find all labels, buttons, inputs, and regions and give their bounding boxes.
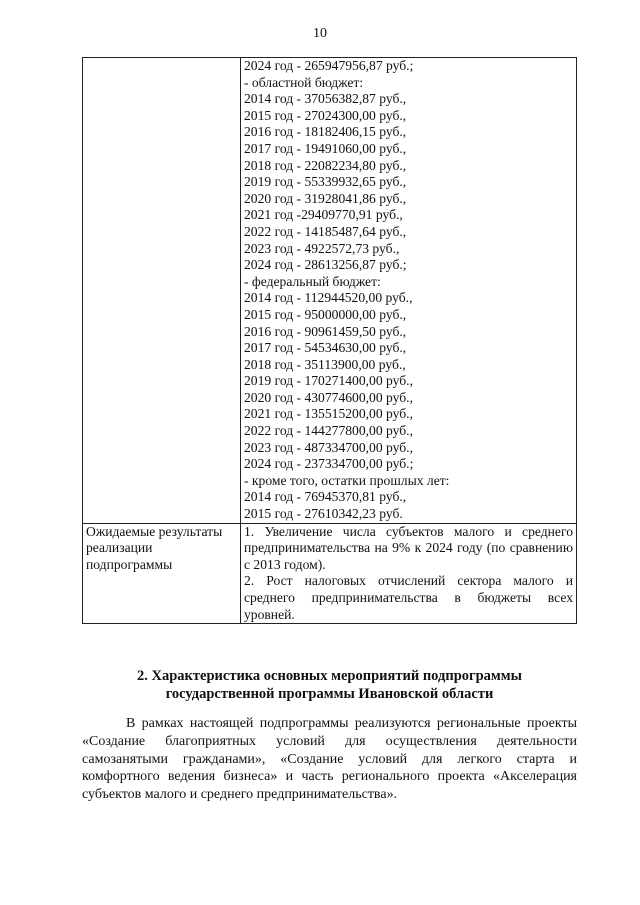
funding-cell	[241, 58, 577, 524]
funding-line: 2024 год - 237334700,00 руб.;	[244, 456, 414, 472]
funding-line: 2023 год - 4922572,73 руб.,	[244, 240, 400, 256]
funding-line: 2024 год - 265947956,87 руб.;	[244, 58, 414, 73]
funding-line: 2020 год - 31928041,86 руб.,	[244, 190, 407, 206]
section-paragraph: В рамках настоящей подпрограммы реализуются региональные проекты «Создание благоприятных условий для осуществления деятельности самозанятыми гражданами», «Создание условий для легкого старта и комфортного ведения бизнеса» и часть регионального проекта «Акселерация субъектов малого и среднего предпринимательства».	[82, 716, 577, 803]
subprogram-passport-table	[82, 57, 577, 624]
section-heading	[82, 667, 577, 703]
funding-line: 2015 год - 95000000,00 руб.,	[244, 306, 407, 322]
funding-line: 2017 год - 19491060,00 руб.,	[244, 140, 407, 156]
results-row	[83, 523, 577, 624]
funding-line: 2018 год - 22082234,80 руб.,	[244, 157, 407, 173]
results-label: Ожидаемые результаты реализации подпрограммы	[83, 523, 241, 624]
funding-line: 2019 год - 170271400,00 руб.,	[244, 373, 413, 389]
page-number: 10	[313, 26, 327, 41]
section-heading-line: 2. Характеристика основных мероприятий подпрограммы	[137, 668, 522, 684]
funding-line: 2022 год - 144277800,00 руб.,	[244, 423, 413, 439]
result-item: 1. Увеличение числа субъектов малого и среднего предпринимательства на 9% к 2024 году (по сравнению с 2013 годом).	[244, 523, 573, 572]
funding-line: 2014 год - 76945370,81 руб.,	[244, 489, 407, 505]
funding-line: 2024 год - 28613256,87 руб.;	[244, 257, 407, 273]
section-heading-line: государственной программы Ивановской области	[165, 686, 494, 702]
funding-line: 2017 год - 54534630,00 руб.,	[244, 340, 407, 356]
funding-line: 2016 год - 90961459,50 руб.,	[244, 323, 407, 339]
funding-line: 2014 год - 112944520,00 руб.,	[244, 290, 413, 306]
funding-line: - областной бюджет:	[244, 74, 364, 90]
funding-line: 2016 год - 18182406,15 руб.,	[244, 124, 407, 140]
funding-line: 2015 год - 27024300,00 руб.,	[244, 107, 407, 123]
funding-line: 2021 год - 135515200,00 руб.,	[244, 406, 413, 422]
funding-line: 2015 год - 27610342,23 руб.	[244, 506, 403, 522]
results-cell	[241, 523, 577, 624]
result-item: 2. Рост налоговых отчислений сектора малого и среднего предпринимательства в бюджеты всех уровней.	[244, 573, 573, 622]
funding-line: 2023 год - 487334700,00 руб.,	[244, 439, 413, 455]
funding-line: 2019 год - 55339932,65 руб.,	[244, 174, 407, 190]
funding-line: 2021 год -29409770,91 руб.,	[244, 207, 403, 223]
funding-line: 2020 год - 430774600,00 руб.,	[244, 389, 413, 405]
funding-label-cell	[83, 58, 241, 524]
funding-line: 2018 год - 35113900,00 руб.,	[244, 356, 406, 372]
funding-line: - федеральный бюджет:	[244, 273, 381, 289]
funding-line: - кроме того, остатки прошлых лет:	[244, 472, 450, 488]
funding-row	[83, 58, 577, 524]
funding-line: 2022 год - 14185487,64 руб.,	[244, 223, 407, 239]
funding-line: 2014 год - 37056382,87 руб.,	[244, 91, 407, 107]
